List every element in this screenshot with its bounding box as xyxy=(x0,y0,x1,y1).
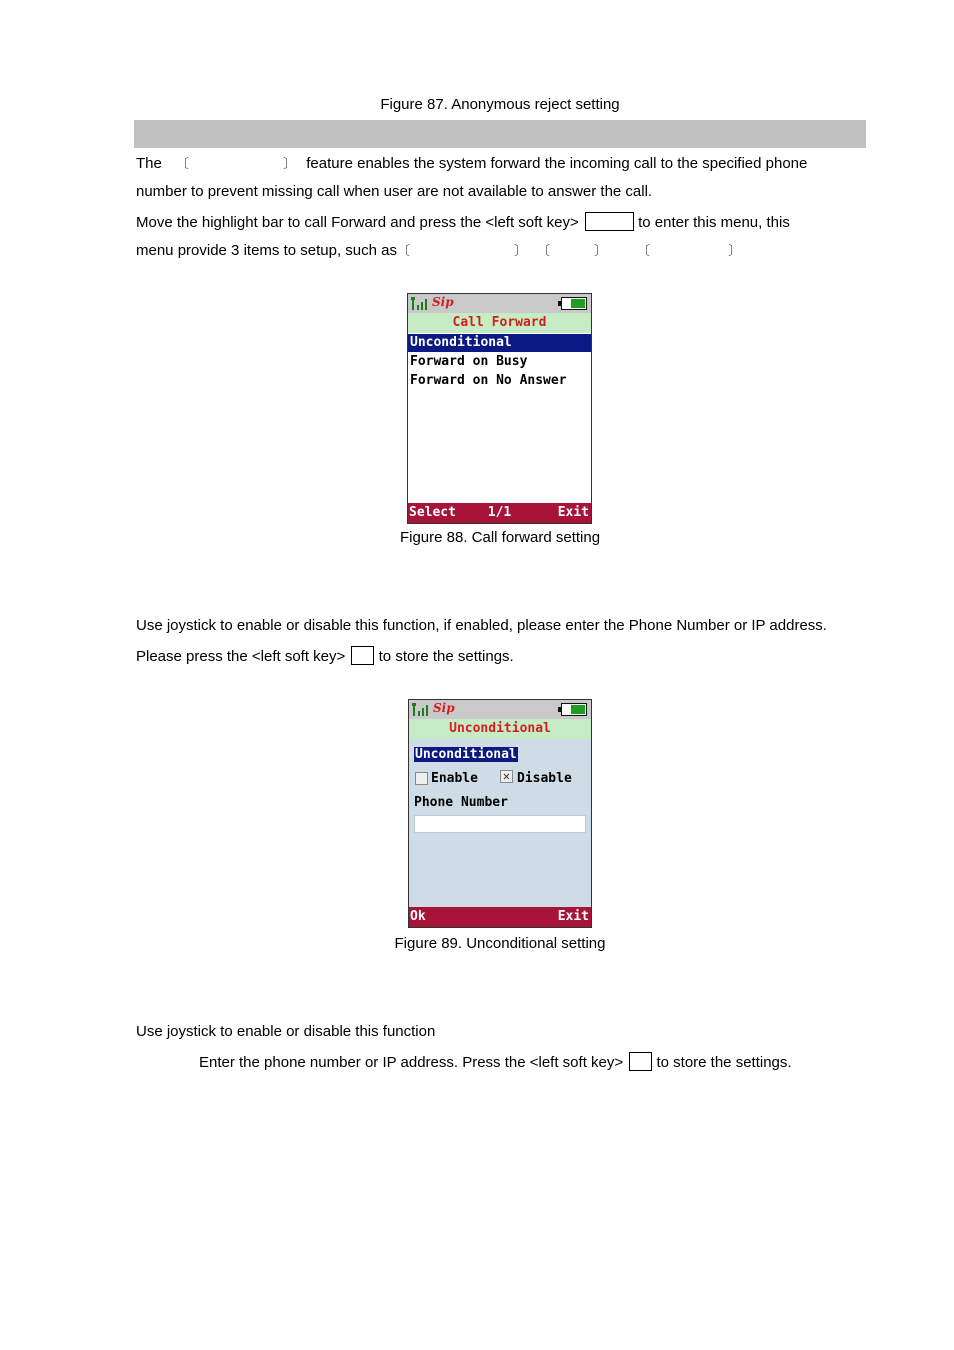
para-text: to enter this menu, this xyxy=(638,214,790,231)
status-bar xyxy=(409,700,591,719)
para-text: feature enables the system forward the incoming call to the specified phone xyxy=(306,155,808,172)
softkey-bar xyxy=(409,907,591,927)
para-text: Enter the phone number or IP address. Press the <left soft key> xyxy=(199,1054,624,1071)
phone-number-input[interactable] xyxy=(414,815,586,833)
phone-number-label: Phone Number xyxy=(414,795,508,810)
bracket-close: 〕 xyxy=(283,157,297,172)
enable-label: Enable xyxy=(431,771,478,786)
bracket-open: 〔 xyxy=(637,244,651,259)
para-text: to store the settings. xyxy=(656,1054,792,1071)
para-text: Move the highlight bar to call Forward and press the <left soft key> xyxy=(136,214,579,231)
exit-softkey[interactable]: Exit xyxy=(557,505,589,520)
sip-logo: Sip xyxy=(432,295,454,309)
figure-88-caption: Figure 88. Call forward setting xyxy=(399,529,601,546)
figure-87-caption: Figure 87. Anonymous reject setting xyxy=(380,96,620,113)
sip-logo: Sip xyxy=(433,701,455,715)
section-label: Unconditional xyxy=(415,747,517,762)
paragraph-1-line-2: number to prevent missing call when user are not available to answer the call. xyxy=(136,183,653,200)
signal-icon xyxy=(412,703,430,716)
para-text: The xyxy=(136,155,162,172)
screen-title: Unconditional xyxy=(409,719,591,739)
bracket-close: 〕 xyxy=(514,244,528,259)
disable-checkbox-icon[interactable]: ✕ xyxy=(500,770,513,783)
para-text: menu provide 3 items to setup, such as xyxy=(136,242,397,259)
menu-item-unconditional[interactable]: Unconditional xyxy=(408,334,591,352)
battery-icon xyxy=(561,297,587,310)
key-box xyxy=(629,1052,652,1071)
select-softkey[interactable]: Select xyxy=(409,505,456,520)
para-text: Please press the <left soft key> xyxy=(136,648,346,665)
bracket-close: 〕 xyxy=(728,244,742,259)
unconditional-screen xyxy=(408,699,592,928)
key-box xyxy=(585,212,634,231)
figure-89-caption: Figure 89. Unconditional setting xyxy=(394,935,606,952)
call-forward-screen xyxy=(407,293,592,524)
paragraph-1-line-1 xyxy=(136,153,807,172)
paragraph-3-line-1: Use joystick to enable or disable this function, if enabled, please enter the Phone Number or IP address. xyxy=(136,617,827,634)
menu-item-forward-on-no-answer[interactable]: Forward on No Answer xyxy=(410,373,567,388)
battery-icon xyxy=(561,703,587,716)
section-heading-bar xyxy=(134,120,866,148)
menu-item-forward-on-busy[interactable]: Forward on Busy xyxy=(410,354,528,369)
bracket-open: 〔 xyxy=(537,244,551,259)
paragraph-4-line-2 xyxy=(199,1052,792,1071)
disable-label: Disable xyxy=(517,771,572,786)
bracket-open: 〔 xyxy=(396,244,410,259)
paragraph-4-line-1: Use joystick to enable or disable this function xyxy=(136,1023,436,1040)
screen-title: Call Forward xyxy=(408,313,591,333)
key-box xyxy=(351,646,374,665)
ok-softkey[interactable]: Ok xyxy=(410,909,426,924)
paragraph-2-line-1 xyxy=(136,212,790,231)
softkey-bar xyxy=(408,503,591,523)
paragraph-2-line-2 xyxy=(136,240,741,259)
bracket-open: 〔 xyxy=(176,157,190,172)
signal-icon xyxy=(411,297,429,310)
para-text: to store the settings. xyxy=(378,648,514,665)
bracket-close: 〕 xyxy=(594,244,608,259)
status-bar xyxy=(408,294,591,313)
exit-softkey[interactable]: Exit xyxy=(557,909,589,924)
page-indicator: 1/1 xyxy=(487,505,512,520)
form-body xyxy=(409,739,591,907)
enable-checkbox-icon[interactable] xyxy=(415,772,428,785)
paragraph-3-line-2 xyxy=(136,646,514,665)
